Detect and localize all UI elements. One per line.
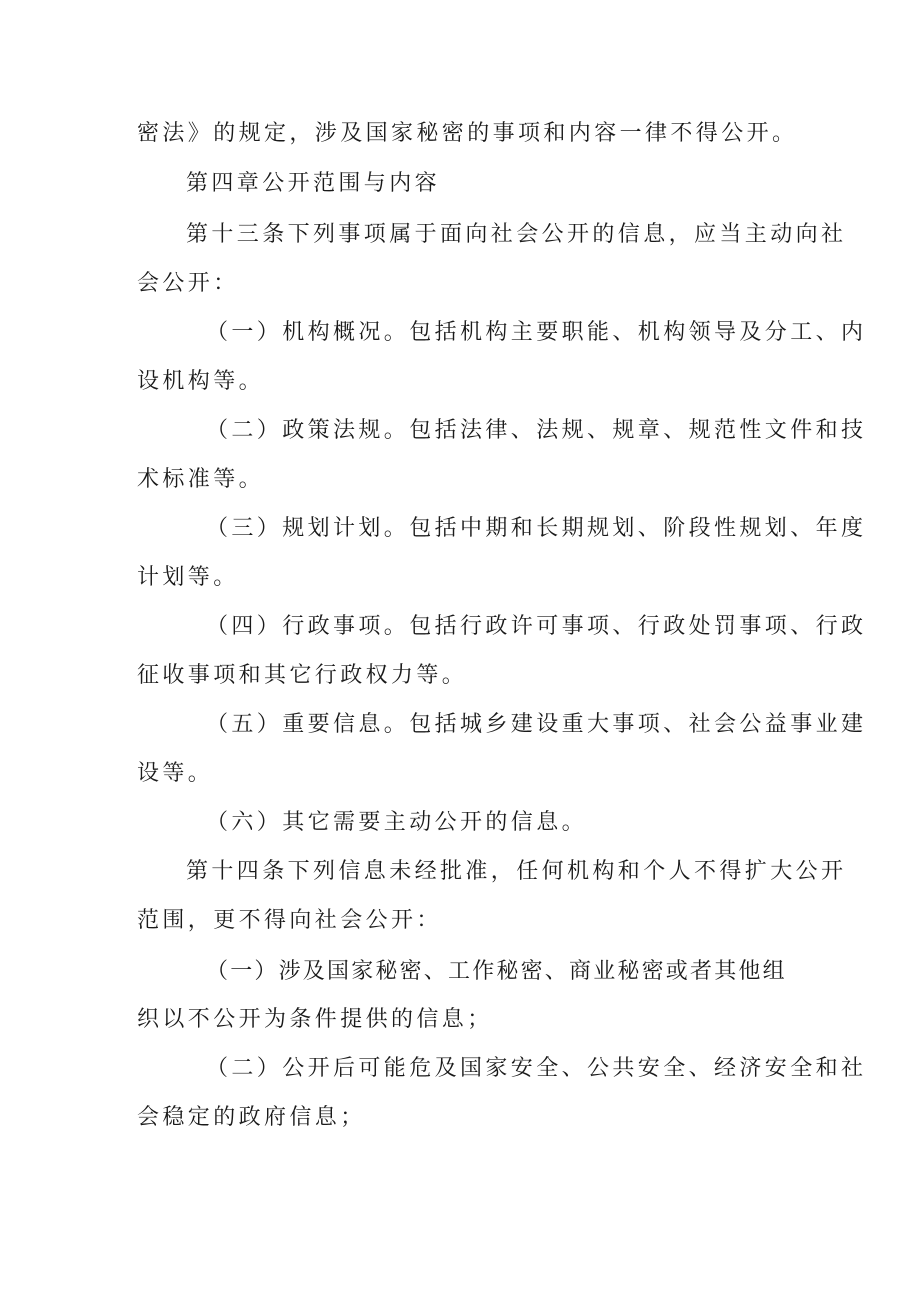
item-5-line-2: 设等。 <box>137 761 214 786</box>
item-4-line-2: 征收事项和其它行政权力等。 <box>137 663 468 688</box>
restricted-item-2-line-2: 会稳定的政府信息； <box>137 1105 366 1130</box>
paragraph-continuation: 密法》的规定，涉及国家秘密的事项和内容一律不得公开。 <box>137 121 798 146</box>
restricted-item-1-line-2: 织以不公开为条件提供的信息； <box>137 1007 493 1032</box>
article-14-line-1: 第十四条下列信息未经批准，任何机构和个人不得扩大公开 <box>186 859 847 884</box>
chapter-heading: 第四章公开范围与内容 <box>186 171 441 196</box>
restricted-item-1-line-1: （一）涉及国家秘密、工作秘密、商业秘密或者其他组 <box>206 959 787 984</box>
item-5-line-1: （五）重要信息。包括城乡建设重大事项、社会公益事业建 <box>206 712 867 737</box>
item-3-line-2: 计划等。 <box>137 565 239 590</box>
restricted-item-2-line-1: （二）公开后可能危及国家安全、公共安全、经济安全和社 <box>206 1056 867 1081</box>
article-13-line-2: 会公开： <box>137 271 239 296</box>
item-4-line-1: （四）行政事项。包括行政许可事项、行政处罚事项、行政 <box>206 614 867 639</box>
article-13-line-1: 第十三条下列事项属于面向社会公开的信息，应当主动向社 <box>186 222 847 247</box>
item-1-line-1: （一）机构概况。包括机构主要职能、机构领导及分工、内 <box>206 320 867 345</box>
item-2-line-1: （二）政策法规。包括法律、法规、规章、规范性文件和技 <box>206 418 867 443</box>
item-2-line-2: 术标准等。 <box>137 467 265 492</box>
item-1-line-2: 设机构等。 <box>137 369 265 394</box>
item-3-line-1: （三）规划计划。包括中期和长期规划、阶段性规划、年度 <box>206 516 867 541</box>
article-14-line-2: 范围，更不得向社会公开： <box>137 908 442 933</box>
item-6-line: （六）其它需要主动公开的信息。 <box>206 810 588 835</box>
